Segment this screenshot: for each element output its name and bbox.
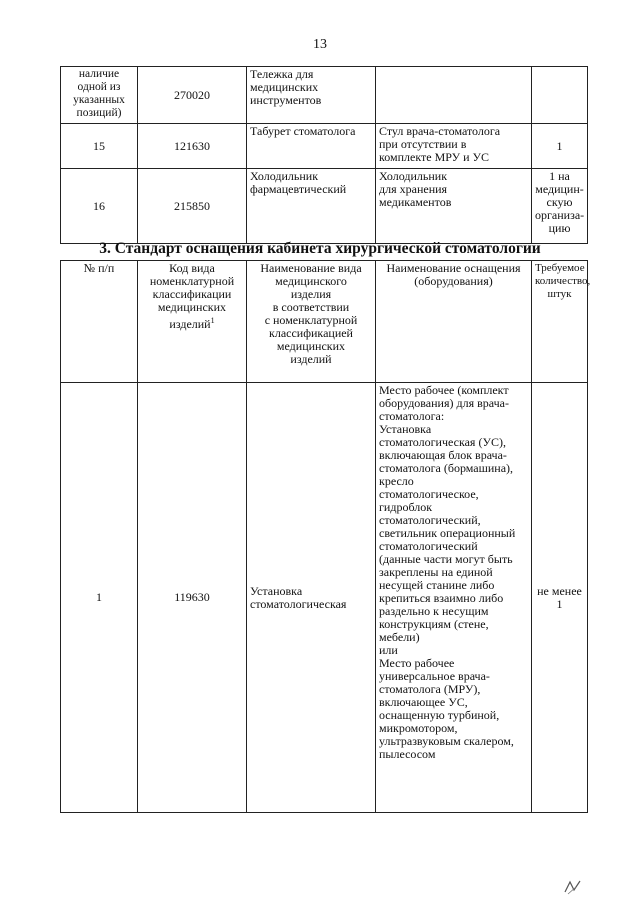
- header-device-name: Наименование вида медицинского изделия в соответствии с номенклатурной классификацией медицинских изделий: [247, 261, 376, 383]
- previous-section-table: [60, 66, 588, 244]
- scan-mark-icon: [562, 878, 584, 896]
- quantity-cell: [532, 67, 588, 124]
- header-number: № п/п: [61, 261, 138, 383]
- equipment-cell: Место рабочее (комплект оборудования) для врача- стоматолога: Установка стоматологическая (УС), включающая блок врача- стоматолога (бормашина), кресло стоматологическое, гидроблок стоматологический, светильник операционный стоматологический (данные части могут быть закреплены на единой несущей станине либо крепиться взаимно либо раздельно к несущим конструкциям (стене, мебели) или Место рабочее универсальное врача- стоматолога (МРУ), включающее УС, оснащенную турбиной, микромотором, ультразвуковым скалером, пылесосом: [376, 383, 532, 813]
- row-number-cell: 1: [61, 383, 138, 813]
- quantity-cell: не менее 1: [532, 383, 588, 813]
- row-number-cell: 16: [61, 169, 138, 244]
- page-number: 13: [313, 37, 327, 52]
- table-header-row: [61, 261, 588, 383]
- table-row: [61, 383, 588, 813]
- equipment-cell: Стул врача-стоматолога при отсутствии в комплекте МРУ и УС: [376, 124, 532, 169]
- code-cell: 215850: [138, 169, 247, 244]
- quantity-cell: 1 на медицин- скую организа- цию: [532, 169, 588, 244]
- equipment-cell: Холодильник для хранения медикаментов: [376, 169, 532, 244]
- surgical-dentistry-equipment-table: [60, 260, 591, 813]
- footnote-marker: 1: [210, 316, 215, 325]
- header-code: [138, 261, 247, 383]
- quantity-cell: 1: [532, 124, 588, 169]
- device-name-cell: Тележка для медицинских инструментов: [247, 67, 376, 124]
- header-equipment: Наименование оснащения (оборудования): [376, 261, 532, 383]
- device-name-cell: Табурет стоматолога: [247, 124, 376, 169]
- device-name-cell: Холодильник фармацевтический: [247, 169, 376, 244]
- device-name-cell: Установка стоматологическая: [247, 383, 376, 813]
- table-row: [61, 124, 588, 169]
- header-code-label: Код вида номенклатурной классификации медицинских изделий: [149, 261, 235, 331]
- row-number-cell: наличие одной из указанных позиций): [61, 67, 138, 124]
- table-row: [61, 67, 588, 124]
- equipment-cell: [376, 67, 532, 124]
- code-cell: 270020: [138, 67, 247, 124]
- section-title: 3. Стандарт оснащения кабинета хирургической стоматологии: [99, 240, 541, 257]
- code-cell: 121630: [138, 124, 247, 169]
- code-cell: 119630: [138, 383, 247, 813]
- header-quantity: Требуемое количество, штук: [532, 261, 588, 383]
- table-row: [61, 169, 588, 244]
- row-number-cell: 15: [61, 124, 138, 169]
